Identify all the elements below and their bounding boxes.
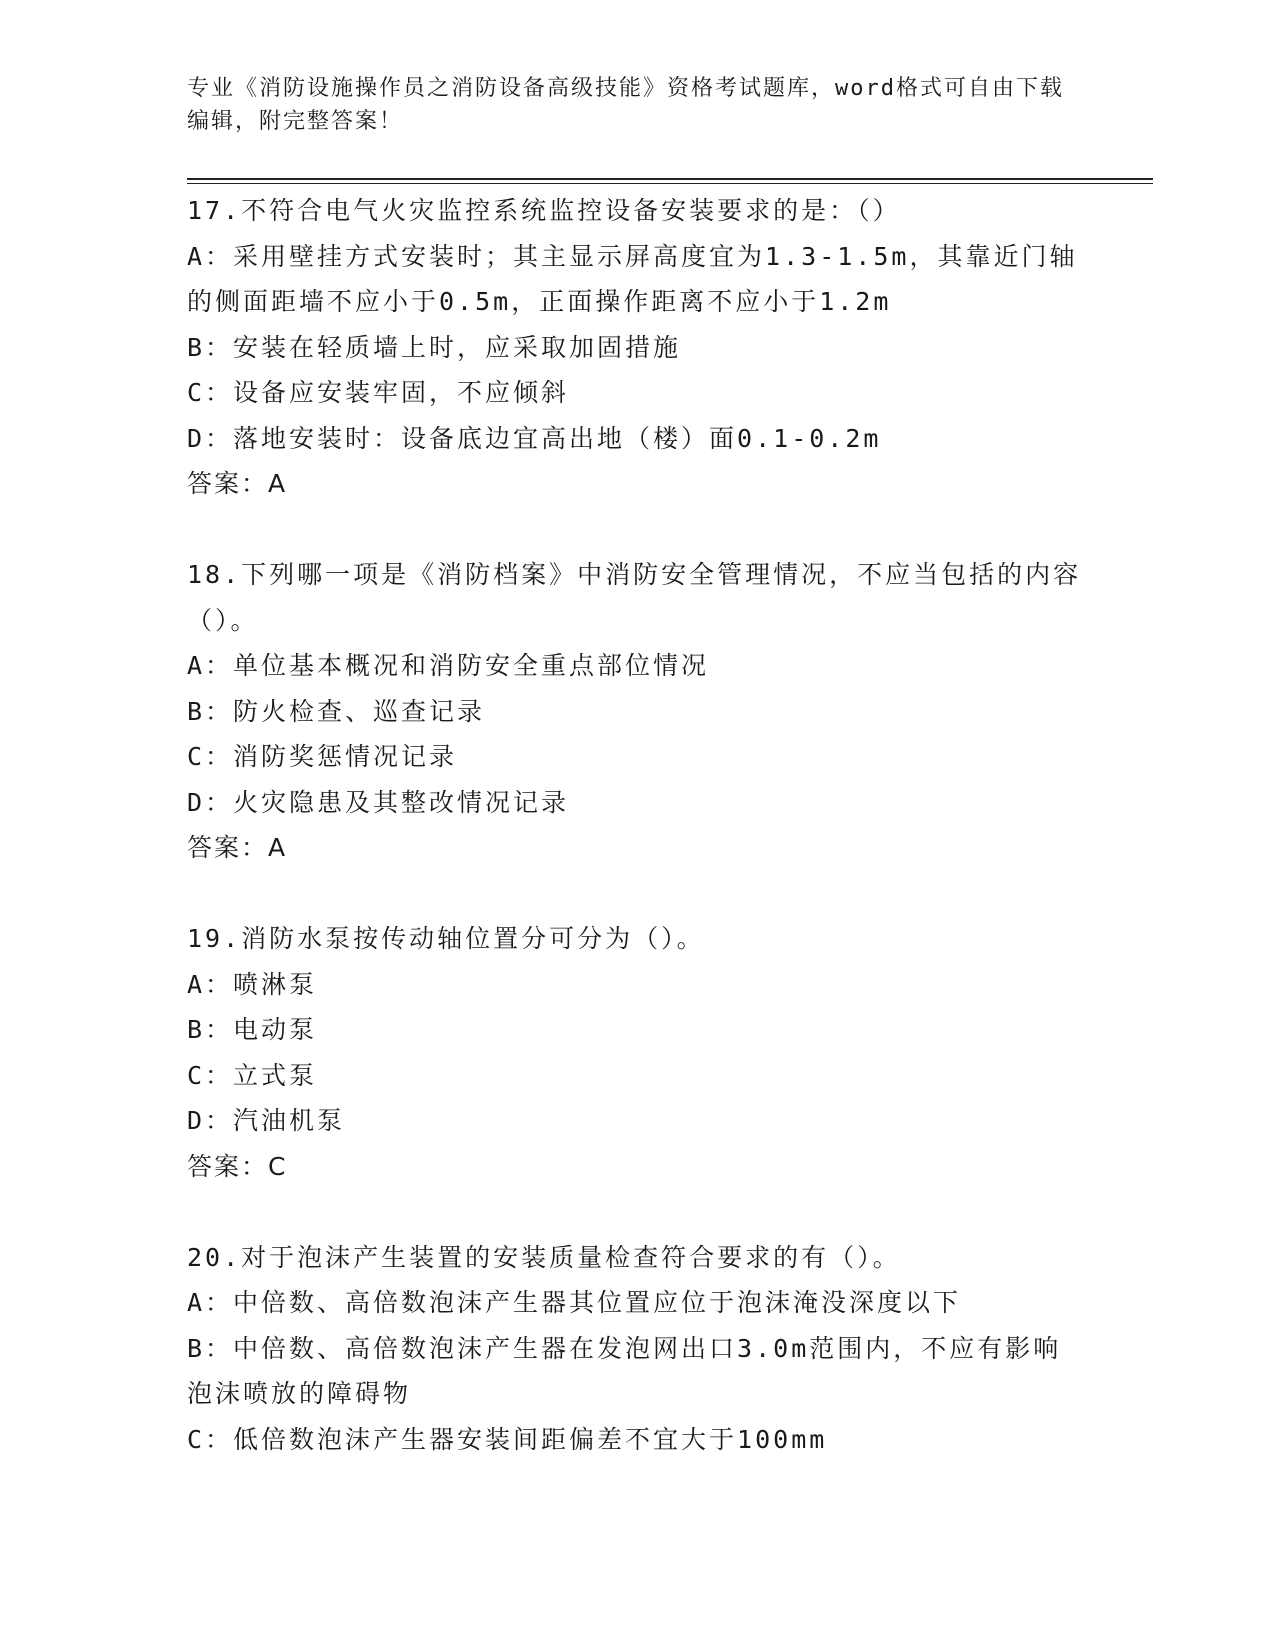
header-divider-thick <box>187 178 1153 180</box>
option-c: C：低倍数泡沫产生器安装间距偏差不宜大于100mm <box>187 1424 828 1454</box>
option-d: D：汽油机泵 <box>187 1106 346 1135</box>
option-a: A：中倍数、高倍数泡沫产生器其位置应位于泡沫淹没深度以下 <box>187 1288 962 1317</box>
option-b: B：电动泵 <box>187 1015 318 1044</box>
header-divider-thin <box>187 183 1153 184</box>
question-title: 18.下列哪一项是《消防档案》中消防安全管理情况，不应当包括的内容（）。 <box>187 560 1082 635</box>
option-b: B：中倍数、高倍数泡沫产生器在发泡网出口3.0m范围内，不应有影响泡沫喷放的障碍物 <box>187 1333 1062 1408</box>
answer-line: 答案：C <box>187 1151 288 1181</box>
question-18 <box>187 552 1087 871</box>
option-c: C：立式泵 <box>187 1060 318 1090</box>
option-d: D：火灾隐患及其整改情况记录 <box>187 787 570 817</box>
answer-line: 答案：A <box>187 469 288 498</box>
question-title: 19.消防水泵按传动轴位置分可分为（）。 <box>187 924 705 953</box>
document-header: 专业《消防设施操作员之消防设备高级技能》资格考试题库，word格式可自由下载编辑，附完整答案！ <box>187 76 1064 134</box>
answer-line: 答案：A <box>187 833 288 862</box>
option-b: B：防火检查、巡查记录 <box>187 696 486 726</box>
question-title: 17.不符合电气火灾监控系统监控设备安装要求的是：（） <box>187 196 901 225</box>
question-title: 20.对于泡沫产生装置的安装质量检查符合要求的有（）。 <box>187 1242 901 1272</box>
question-20 <box>187 1235 1087 1463</box>
option-a: A：喷淋泵 <box>187 969 318 999</box>
question-17 <box>187 188 1087 507</box>
option-a: A：单位基本概况和消防安全重点部位情况 <box>187 651 710 680</box>
question-19 <box>187 916 1087 1189</box>
option-d: D：落地安装时：设备底边宜高出地（楼）面0.1-0.2m <box>187 423 882 453</box>
option-b: B：安装在轻质墙上时，应采取加固措施 <box>187 332 682 362</box>
option-c: C：消防奖惩情况记录 <box>187 742 458 771</box>
question-list <box>187 188 1087 1508</box>
option-c: C：设备应安装牢固，不应倾斜 <box>187 378 570 407</box>
option-a: A：采用壁挂方式安装时；其主显示屏高度宜为1.3-1.5m，其靠近门轴的侧面距墙不应小于0.5m，正面操作距离不应小于1.2m <box>187 241 1078 316</box>
